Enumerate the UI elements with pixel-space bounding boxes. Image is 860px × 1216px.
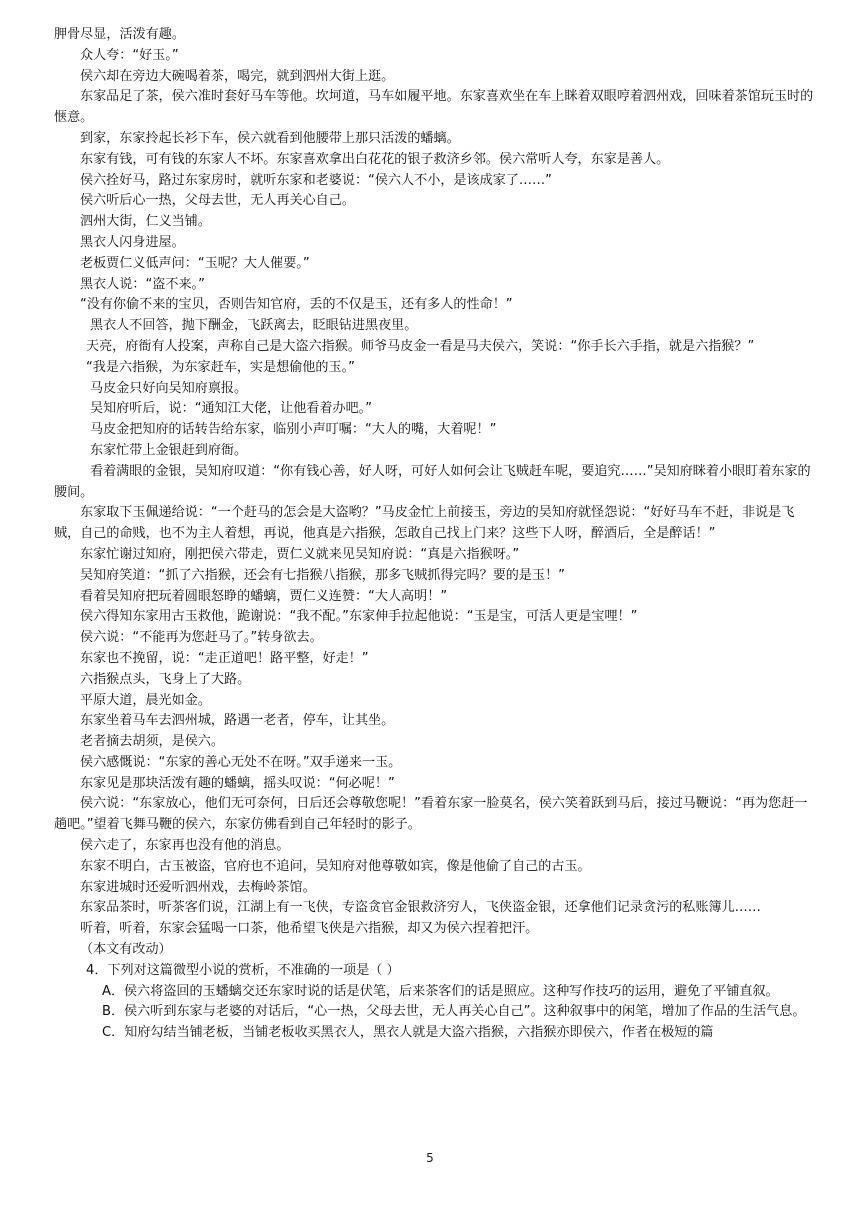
paragraph: 东家也不挽留，说：“走正道吧！路平整，好走！” (80, 650, 369, 666)
paragraph: 六指猴点头，飞身上了大路。 (80, 671, 251, 687)
paragraph: 听着，听着，东家会猛喝一口茶，他希望飞侠是六指猴，却又为侯六捏着把汗。 (80, 921, 539, 937)
paragraph: “我是六指猴，为东家赶车，实是想偷他的玉。” (86, 359, 355, 375)
paragraph: 泗州大街，仁义当铺。 (80, 214, 211, 230)
paragraph: 侯六得知东家用古玉救他，跪谢说：“我不配。”东家伸手拉起他说：“玉是宝，可活人更是宝哩！” (80, 609, 638, 625)
paragraph: 马皮金把知府的话转告给东家，临别小声叮嘱：“大人的嘴，大着呢！” (90, 422, 497, 438)
paragraph: （本文有改动） (80, 942, 172, 958)
paragraph: “没有你偷不来的宝贝，否则告知官府，丢的不仅是玉，还有多人的性命！” (80, 297, 513, 313)
paragraph: 东家进城时还爱听泗州戏，去梅岭茶馆。 (80, 879, 316, 895)
paragraph: 东家不明白，古玉被盗，官府也不追问，吴知府对他尊敬如宾，像是他偷了自己的古玉。 (80, 858, 591, 874)
paragraph: 东家忙带上金银赶到府衙。 (90, 442, 248, 458)
paragraph: 胛骨尽显，活泼有趣。 (54, 27, 185, 42)
page-number: 5 (426, 1151, 434, 1165)
paragraph: 侯六听后心一热，父母去世，无人再关心自己。 (80, 193, 355, 209)
paragraph: 看着吴知府把玩着圆眼怒睁的蟠螭，贾仁义连赞：“大人高明！” (80, 588, 448, 604)
paragraph: 东家坐着马车去泗州城，路遇一老者，停车，让其坐。 (80, 713, 395, 729)
paragraph: 吴知府笑道：“抓了六指猴，还会有七指猴八指猴，那多飞贼抓得完吗？要的是玉！” (80, 567, 565, 583)
paragraph: 看着满眼的金银，吴知府叹道：“你有钱心善，好人呀，可好人如何会让飞贼赶车呢，要追究……”吴知府眯着小眼盯着东家的腰间。 (54, 463, 811, 500)
paragraph: 老板贾仁义低声问：“玉呢？大人催要。” (80, 255, 310, 271)
paragraph: 东家有钱，可有钱的东家人不坏。东家喜欢拿出白花花的银子救济乡邻。侯六常听人夸，东家是善人。 (80, 151, 670, 167)
article-body (54, 25, 814, 1044)
paragraph: 众人夸：“好玉。” (80, 47, 179, 63)
paragraph: 黑衣人不回答，抛下酬金，飞跃离去，眨眼钻进黑夜里。 (90, 318, 418, 334)
paragraph: 老者摘去胡须，是侯六。 (80, 734, 225, 750)
paragraph: 东家忙谢过知府，刚把侯六带走，贾仁义就来见吴知府说：“真是六指猴呀。” (80, 546, 520, 562)
paragraph: 黑衣人说：“盗不来。” (80, 276, 205, 292)
paragraph: B．侯六听到东家与老婆的对话后，“心一热，父母去世，无人再关心自己”。这种叙事中的闲笔，增加了作品的生活气息。 (102, 1004, 806, 1020)
paragraph: 4．下列对这篇微型小说的赏析，不准确的一项是（ ） (86, 962, 400, 978)
paragraph: 东家取下玉佩递给说：“一个赶马的怎会是大盗哟？”马皮金忙上前接玉，旁边的吴知府就怪怨说：“好好马车不赶，非说是飞贼，自己的命贱，也不为主人着想，再说，他真是六指猴，怎敢自己找上门来？这些下人呀，醉酒后，全是醉话！” (54, 505, 795, 542)
paragraph: 侯六说：“不能再为您赶马了。”转身欲去。 (80, 630, 323, 646)
paragraph: 侯六感慨说：“东家的善心无处不在呀。”双手递来一玉。 (80, 754, 402, 770)
paragraph: A．侯六将盗回的玉蟠螭交还东家时说的话是伏笔，后来茶客们的话是照应。这种写作技巧的运用，避免了平铺直叙。 (102, 983, 779, 999)
paragraph: 侯六拴好马，路过东家房时，就听东家和老婆说：“侯六人不小，是该成家了……” (80, 172, 552, 188)
paragraph: 天亮，府衙有人投案，声称自己是大盗六指猴。师爷马皮金一看是马夫侯六，笑说：“你手长六手指，就是六指猴？” (86, 338, 755, 354)
paragraph: 东家见是那块活泼有趣的蟠螭，摇头叹说：“何必呢！” (80, 775, 395, 791)
paragraph: 吴知府听后，说：“通知江大佬，让他看着办吧。” (90, 401, 372, 417)
paragraph: 平原大道，晨光如金。 (80, 692, 211, 708)
paragraph: 侯六说：“东家放心，他们无可奈何，日后还会尊敬您呢！”看着东家一脸莫名，侯六笑着跃到马后，接过马鞭说：“再为您赶一趟吧。”望着飞舞马鞭的侯六，东家仿佛看到自己年轻时的影子。 (54, 796, 808, 833)
paragraph: 东家品足了茶，侯六准时套好马车等他。坎坷道，马车如履平地。东家喜欢坐在车上眯着双眼哼着泗州戏，回味着茶馆玩玉时的惬意。 (54, 89, 814, 126)
paragraph: 马皮金只好向吴知府禀报。 (90, 380, 248, 396)
paragraph: 到家，东家拎起长衫下车，侯六就看到他腰带上那只活泼的蟠螭。 (80, 130, 460, 146)
paragraph: C．知府勾结当铺老板，当铺老板收买黑衣人，黑衣人就是大盗六指猴，六指猴亦即侯六，作者在极短的篇 (102, 1025, 714, 1041)
paragraph: 黑衣人闪身进屋。 (80, 234, 185, 250)
paragraph: 侯六却在旁边大碗喝着茶，喝完，就到泗州大街上逛。 (80, 68, 395, 84)
paragraph: 侯六走了，东家再也没有他的消息。 (80, 838, 290, 854)
paragraph: 东家品茶时，听茶客们说，江湖上有一飞侠，专盗贪官金银救济穷人，飞侠盗金银，还拿他们记录贪污的私账簿儿…… (80, 900, 761, 916)
